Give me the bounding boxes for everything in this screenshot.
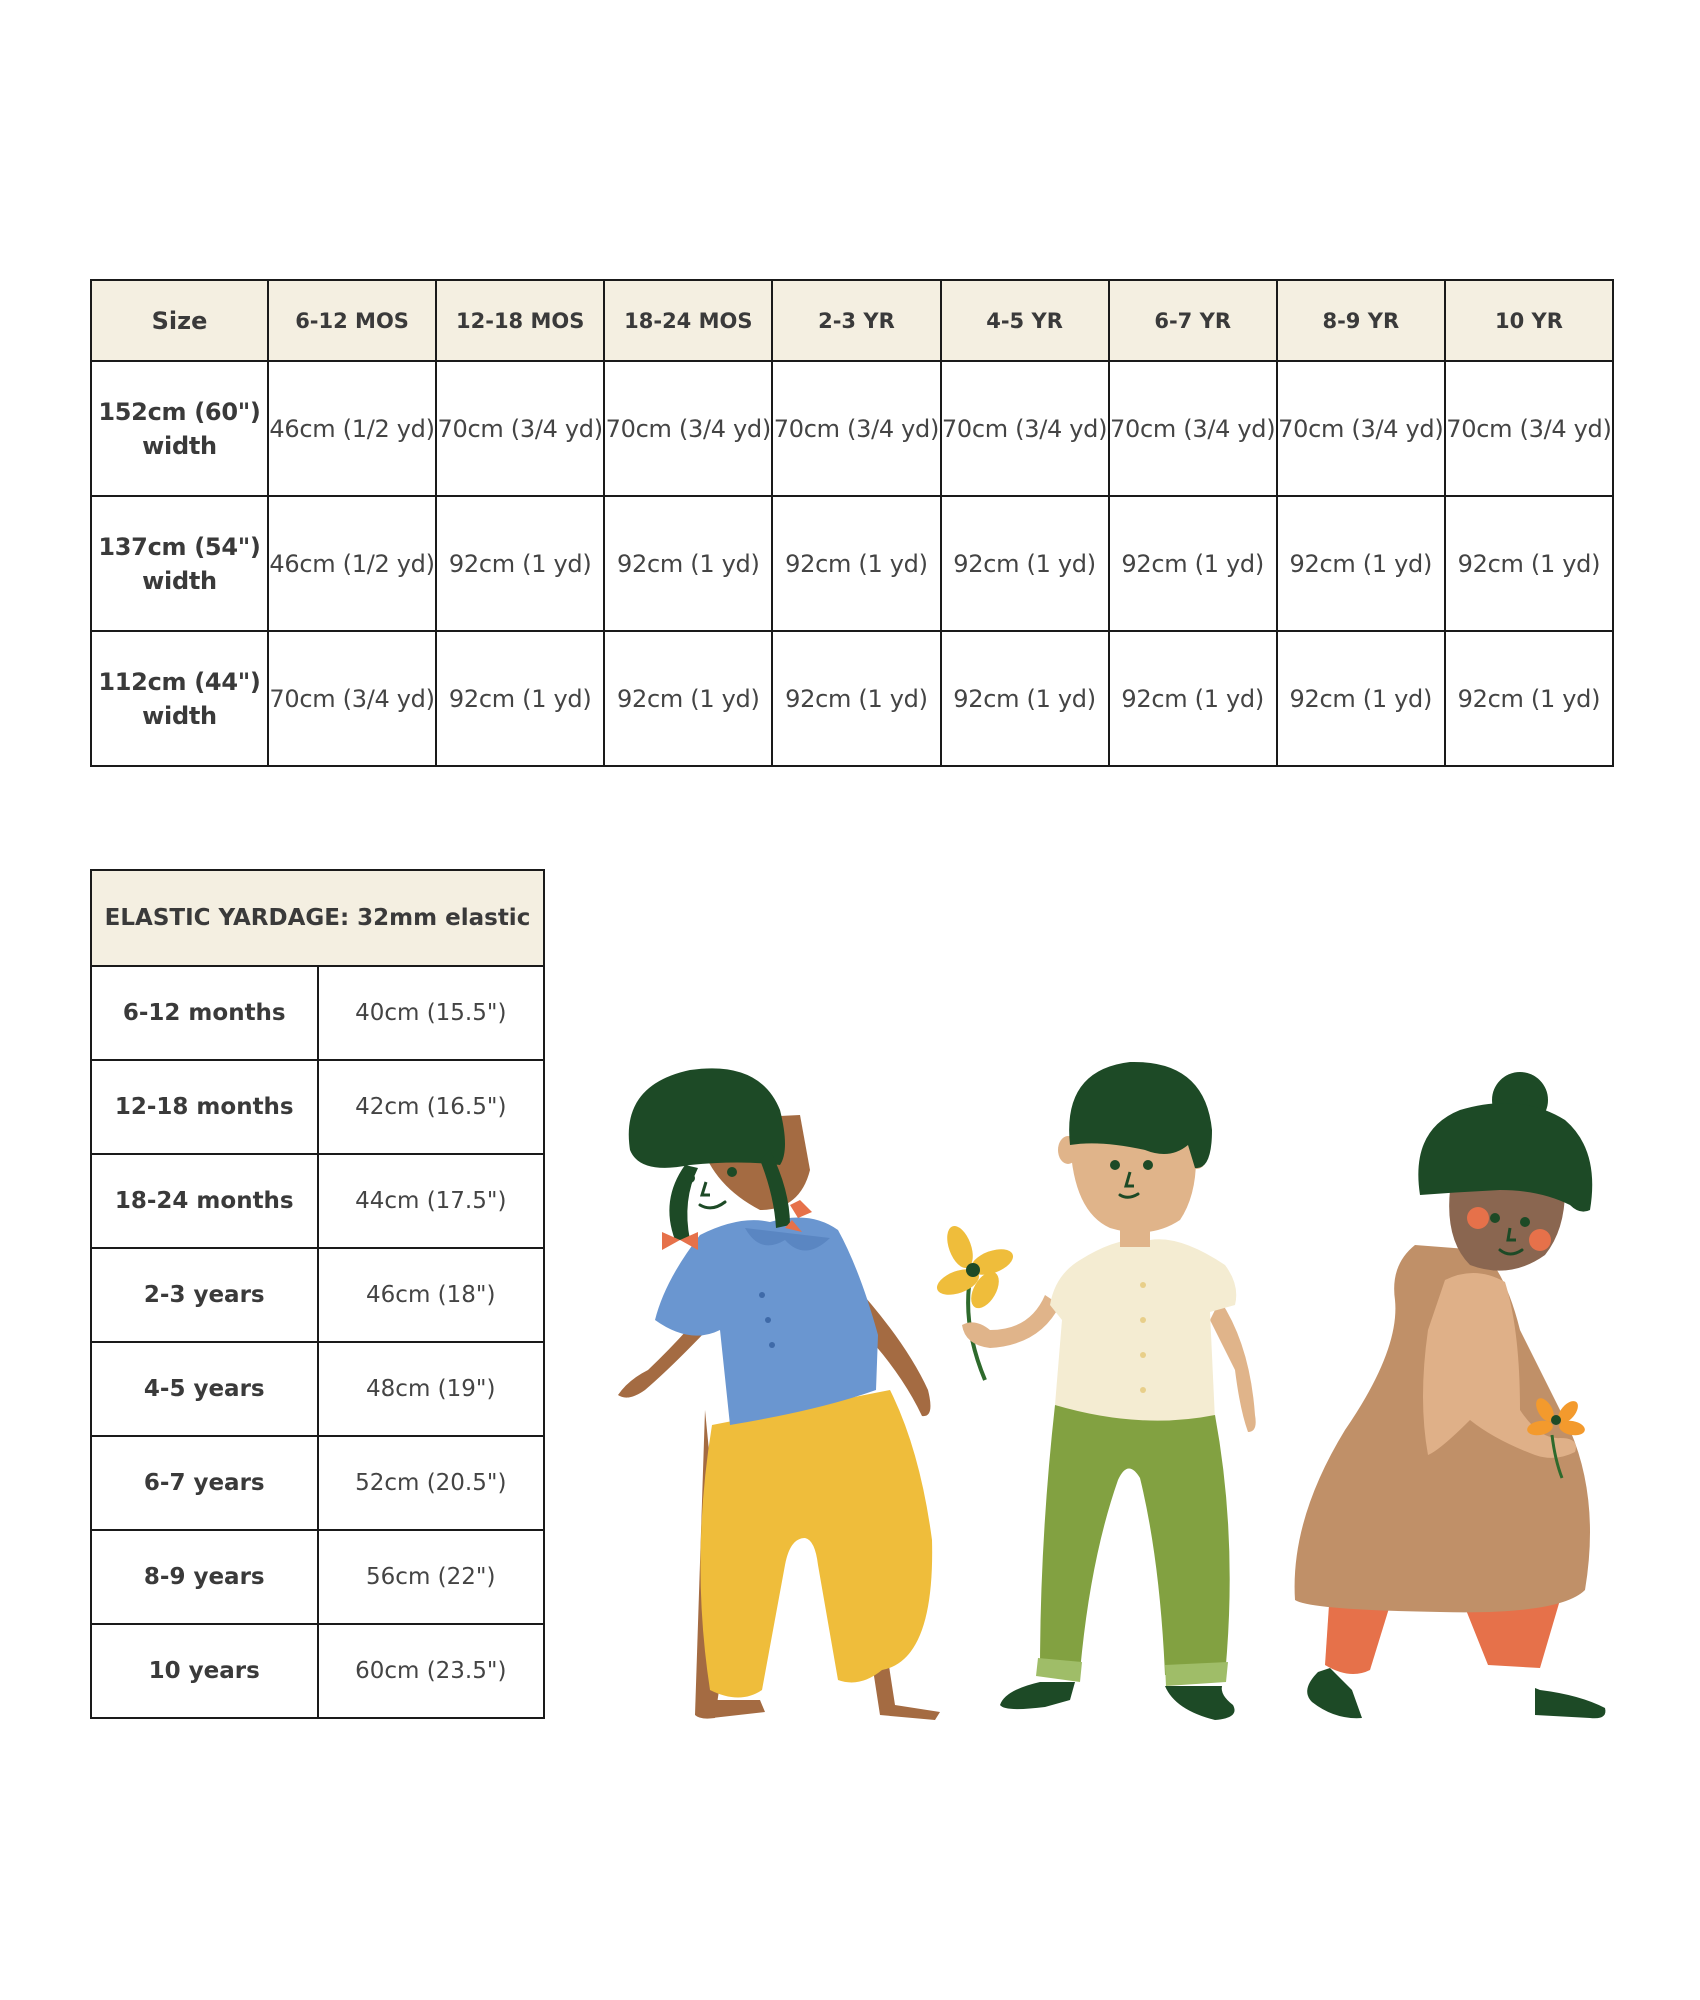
yardage-cell: 70cm (3/4 yd): [1277, 361, 1445, 496]
elastic-length-cell: 46cm (18"): [318, 1248, 545, 1342]
fabric-width-label: [91, 361, 268, 496]
girl-with-braids: [618, 1068, 940, 1720]
shirt-button: [769, 1342, 775, 1348]
eye: [727, 1167, 737, 1177]
age-cell: 4-5 years: [91, 1342, 318, 1436]
size-column-header: 4-5 YR: [941, 280, 1109, 361]
yardage-cell: 92cm (1 yd): [772, 496, 940, 631]
shirt-button: [1140, 1282, 1146, 1288]
elastic-length-cell: 52cm (20.5"): [318, 1436, 545, 1530]
shirt-button: [1140, 1387, 1146, 1393]
eye: [685, 1173, 695, 1183]
size-column-header: 6-7 YR: [1109, 280, 1277, 361]
yardage-cell: 70cm (3/4 yd): [268, 631, 436, 766]
yardage-cell: 70cm (3/4 yd): [1445, 361, 1613, 496]
yardage-cell: 70cm (3/4 yd): [772, 361, 940, 496]
boy-with-flower: [962, 1062, 1256, 1720]
yardage-cell: 70cm (3/4 yd): [941, 361, 1109, 496]
yardage-cell: 92cm (1 yd): [604, 631, 772, 766]
mouth: [700, 1202, 725, 1208]
girl-with-bun: [1295, 1072, 1606, 1718]
fabric-width-label: [91, 631, 268, 766]
eye: [1520, 1217, 1530, 1227]
age-cell: 6-7 years: [91, 1436, 318, 1530]
green-pants: [1040, 1405, 1230, 1675]
yardage-cell: 92cm (1 yd): [436, 496, 604, 631]
cheek: [1467, 1207, 1489, 1229]
shirt-button: [759, 1292, 765, 1298]
yardage-cell: 92cm (1 yd): [1109, 631, 1277, 766]
right-shoe: [1165, 1686, 1235, 1720]
elastic-length-cell: 56cm (22"): [318, 1530, 545, 1624]
size-header: Size: [91, 280, 268, 361]
yellow-flower: [934, 1223, 1017, 1380]
yardage-cell: 92cm (1 yd): [1277, 631, 1445, 766]
age-cell: 2-3 years: [91, 1248, 318, 1342]
flower-center: [1551, 1415, 1561, 1425]
size-column-header: 2-3 YR: [772, 280, 940, 361]
eye: [1143, 1160, 1153, 1170]
size-column-header: 12-18 MOS: [436, 280, 604, 361]
pants-cuff: [1036, 1658, 1082, 1682]
table-row: [91, 1436, 544, 1530]
elastic-length-cell: 40cm (15.5"): [318, 966, 545, 1060]
hair: [629, 1068, 785, 1168]
yardage-cell: 92cm (1 yd): [772, 631, 940, 766]
cheek: [1529, 1229, 1551, 1251]
table-row: [91, 496, 1613, 631]
age-cell: 8-9 years: [91, 1530, 318, 1624]
elastic-length-cell: 48cm (19"): [318, 1342, 545, 1436]
table-row: [91, 1530, 544, 1624]
table-row: [91, 1248, 544, 1342]
shirt-button: [1140, 1317, 1146, 1323]
fabric-width-measure: 112cm (44"): [98, 667, 261, 696]
size-column-header: 10 YR: [1445, 280, 1613, 361]
table-row: [91, 1060, 544, 1154]
size-column-header: 6-12 MOS: [268, 280, 436, 361]
eye: [1490, 1213, 1500, 1223]
left-shoe: [1307, 1668, 1362, 1718]
size-column-header: 8-9 YR: [1277, 280, 1445, 361]
fabric-width-word: width: [142, 431, 217, 460]
elastic-length-cell: 42cm (16.5"): [318, 1060, 545, 1154]
fabric-width-word: width: [142, 566, 217, 595]
yardage-cell: 46cm (1/2 yd): [268, 361, 436, 496]
yardage-cell: 46cm (1/2 yd): [268, 496, 436, 631]
elastic-yardage-table: [90, 869, 545, 1719]
table-row: [91, 1342, 544, 1436]
elastic-table-header-row: [91, 870, 544, 966]
fabric-table-header-row: [91, 280, 1613, 361]
right-shoe: [1535, 1688, 1605, 1718]
fabric-width-measure: 152cm (60"): [98, 397, 261, 426]
table-row: [91, 1624, 544, 1718]
table-row: [91, 1154, 544, 1248]
pants-cuff: [1165, 1662, 1228, 1686]
yardage-cell: 92cm (1 yd): [1445, 496, 1613, 631]
shirt-button: [765, 1317, 771, 1323]
flower-center: [966, 1263, 980, 1277]
left-foot: [712, 1700, 765, 1718]
elastic-table-title: ELASTIC YARDAGE: 32mm elastic: [91, 870, 544, 966]
yardage-cell: 70cm (3/4 yd): [604, 361, 772, 496]
yellow-pants: [700, 1390, 932, 1698]
fabric-width-label: [91, 496, 268, 631]
age-cell: 12-18 months: [91, 1060, 318, 1154]
nose: [702, 1182, 710, 1195]
three-children-illustration: [600, 1040, 1640, 1760]
elastic-length-cell: 60cm (23.5"): [318, 1624, 545, 1718]
left-shoe: [1000, 1682, 1075, 1709]
yardage-cell: 92cm (1 yd): [604, 496, 772, 631]
table-row: [91, 361, 1613, 496]
yardage-cell: 92cm (1 yd): [436, 631, 604, 766]
cream-shirt: [1050, 1239, 1236, 1425]
elastic-length-cell: 44cm (17.5"): [318, 1154, 545, 1248]
age-cell: 18-24 months: [91, 1154, 318, 1248]
eye: [1110, 1160, 1120, 1170]
table-row: [91, 631, 1613, 766]
yardage-cell: 70cm (3/4 yd): [1109, 361, 1277, 496]
yardage-cell: 92cm (1 yd): [1277, 496, 1445, 631]
fabric-yardage-table: [90, 279, 1614, 767]
yardage-cell: 70cm (3/4 yd): [436, 361, 604, 496]
right-arm: [1210, 1300, 1256, 1432]
yardage-cell: 92cm (1 yd): [1109, 496, 1277, 631]
yardage-cell: 92cm (1 yd): [1445, 631, 1613, 766]
age-cell: 6-12 months: [91, 966, 318, 1060]
fabric-width-measure: 137cm (54"): [98, 532, 261, 561]
fabric-width-word: width: [142, 701, 217, 730]
age-cell: 10 years: [91, 1624, 318, 1718]
yardage-cell: 92cm (1 yd): [941, 631, 1109, 766]
yardage-cell: 92cm (1 yd): [941, 496, 1109, 631]
face: [1449, 1190, 1565, 1271]
table-row: [91, 966, 544, 1060]
shirt-button: [1140, 1352, 1146, 1358]
size-column-header: 18-24 MOS: [604, 280, 772, 361]
